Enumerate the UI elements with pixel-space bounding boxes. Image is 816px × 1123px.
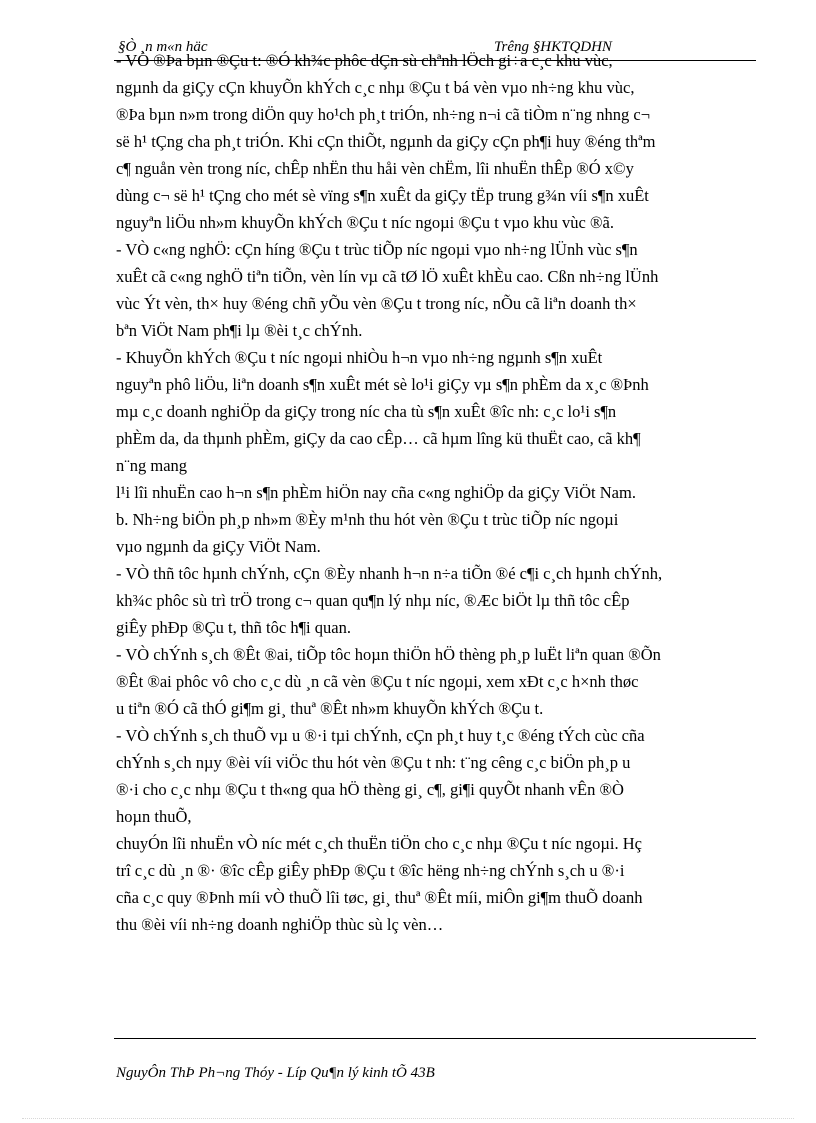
text-line: dùng c¬ së h¹ tÇng cho mét sè vïng s¶n xuÊt da giÇy tËp trung g¾n víi s¶n xuÊt (116, 186, 649, 205)
text-line: b. Nh÷ng biÖn ph¸p nh»m ®Èy m¹nh thu hót vèn ®Çu t trùc tiÕp níc ngoµi (116, 510, 619, 529)
text-line: nguyªn phô liÖu, liªn doanh s¶n xuÊt mét sè lo¹i giÇy vµ s¶n phÈm da x¸c ®Þnh (116, 375, 649, 394)
text-line: ngµnh da giÇy cÇn khuyÕn khÝch c¸c nhµ ®Çu t bá vèn vµo nh÷ng khu vùc, (116, 78, 635, 97)
text-line: - VÒ c«ng nghÖ: cÇn híng ®Çu t trùc tiÕp níc ngoµi vµo nh÷ng lÜnh vùc s¶n (116, 240, 638, 259)
text-line: ®·i cho c¸c nhµ ®Çu t th«ng qua hÖ thèng gi¸ c¶, gi¶i quyÕt nhanh vÊn ®Ò (116, 780, 624, 799)
text-line: c¶ nguån vèn trong níc, chÊp nhËn thu håi vèn chËm, lîi nhuËn thÊp ®Ó x©y (116, 159, 634, 178)
text-line: - KhuyÕn khÝch ®Çu t níc ngoµi nhiÒu h¬n vµo nh÷ng ngµnh s¶n xuÊt (116, 348, 603, 367)
text-line: nguyªn liÖu nh»m khuyÕn khÝch ®Çu t níc ngoµi ®Çu t vµo khu vùc ®ã. (116, 213, 614, 232)
text-line: - VÒ chÝnh s¸ch thuÕ vµ u ®·i tµi chÝnh, cÇn ph¸t huy t¸c ®éng tÝch cùc cña (116, 726, 645, 745)
text-line: u tiªn ®Ó cã thÓ gi¶m gi¸ thuª ®Êt nh»m khuyÕn khÝch ®Çu t. (116, 699, 544, 718)
text-line: xuÊt cã c«ng nghÖ tiªn tiÕn, vèn lín vµ cã tØ lÖ xuÊt khÈu cao. Cßn nh÷ng lÜnh (116, 267, 659, 286)
text-line: - VÒ ®Þa bµn ®Çu t: ®Ó kh¾c phôc dÇn sù chªnh lÖch gi÷a c¸c khu vùc, (116, 51, 613, 70)
page-footer (114, 1038, 756, 1081)
text-line: - VÒ chÝnh s¸ch ®Êt ®ai, tiÕp tôc hoµn thiÖn hÖ thèng ph¸p luËt liªn quan ®Õn (116, 645, 661, 664)
text-line: l¹i lîi nhuËn cao h¬n s¶n phÈm hiÖn nay cña c«ng nghiÖp da giÇy ViÖt Nam. (116, 483, 636, 502)
text-line: vµo ngµnh da giÇy ViÖt Nam. (116, 537, 321, 556)
page-bottom-divider (22, 1118, 794, 1119)
text-line: cña c¸c quy ®Þnh míi vÒ thuÕ lîi tøc, gi¸ thuª ®Êt míi, miÔn gi¶m thuÕ doanh (116, 888, 643, 907)
text-line: chÝnh s¸ch nµy ®èi víi viÖc thu hót vèn ®Çu t nh: t¨ng cêng c¸c biÖn ph¸p u (116, 753, 631, 772)
footer-author: NguyÔn ThÞ Ph¬ng Thóy - Líp Qu¶n lý kinh tÕ 43B (116, 1065, 435, 1081)
text-line: hoµn thuÕ, (116, 807, 192, 826)
text-line: giÊy phÐp ®Çu t, thñ tôc h¶i quan. (116, 618, 351, 637)
text-line: thu ®èi víi nh÷ng doanh nghiÖp thùc sù lç vèn… (116, 915, 444, 934)
text-line: vùc Ýt vèn, th× huy ®éng chñ yÕu vèn ®Çu t trong níc, nÕu cã liªn doanh th× (116, 294, 637, 313)
text-line: trî c¸c dù ¸n ®· ®îc cÊp giÊy phÐp ®Çu t ®îc hëng nh÷ng chÝnh s¸ch u ®·i (116, 861, 625, 880)
text-line: bªn ViÖt Nam ph¶i lµ ®èi t¸c chÝnh. (116, 321, 363, 340)
text-line: chuyÓn lîi nhuËn vÒ níc mét c¸ch thuËn tiÖn cho c¸c nhµ ®Çu t níc ngoµi. Hç (116, 834, 642, 853)
text-line: kh¾c phôc sù trì trÖ trong c¬ quan qu¶n lý nhµ níc, ®Æc biÖt lµ thñ tôc cÊp (116, 591, 630, 610)
text-line: phÈm da, da thµnh phÈm, giÇy da cao cÊp… cã hµm lîng kü thuËt cao, cã kh¶ (116, 429, 641, 448)
text-line: ®Þa bµn n»m trong diÖn quy ho¹ch ph¸t triÓn, nh÷ng n¬i cã tiÒm n¨ng nhng c¬ (116, 105, 651, 124)
text-line: ®Êt ®ai phôc vô cho c¸c dù ¸n cã vèn ®Çu t níc ngoµi, xem xÐt c¸c h×nh thøc (116, 672, 639, 691)
text-line: - VÒ thñ tôc hµnh chÝnh, cÇn ®Èy nhanh h¬n n÷a tiÕn ®é c¶i c¸ch hµnh chÝnh, (116, 564, 663, 583)
text-line: mµ c¸c doanh nghiÖp da giÇy trong níc cha tù s¶n xuÊt ®îc nh: c¸c lo¹i s¶n (116, 402, 617, 421)
header-university: Trêng §HKTQDHN (494, 39, 612, 55)
header-subject: §Ò ¸n m«n häc (118, 39, 208, 55)
text-line: së h¹ tÇng cha ph¸t triÓn. Khi cÇn thiÕt, ngµnh da giÇy cÇn ph¶i huy ®éng thªm (116, 132, 656, 151)
text-line: n¨ng mang (116, 456, 188, 475)
